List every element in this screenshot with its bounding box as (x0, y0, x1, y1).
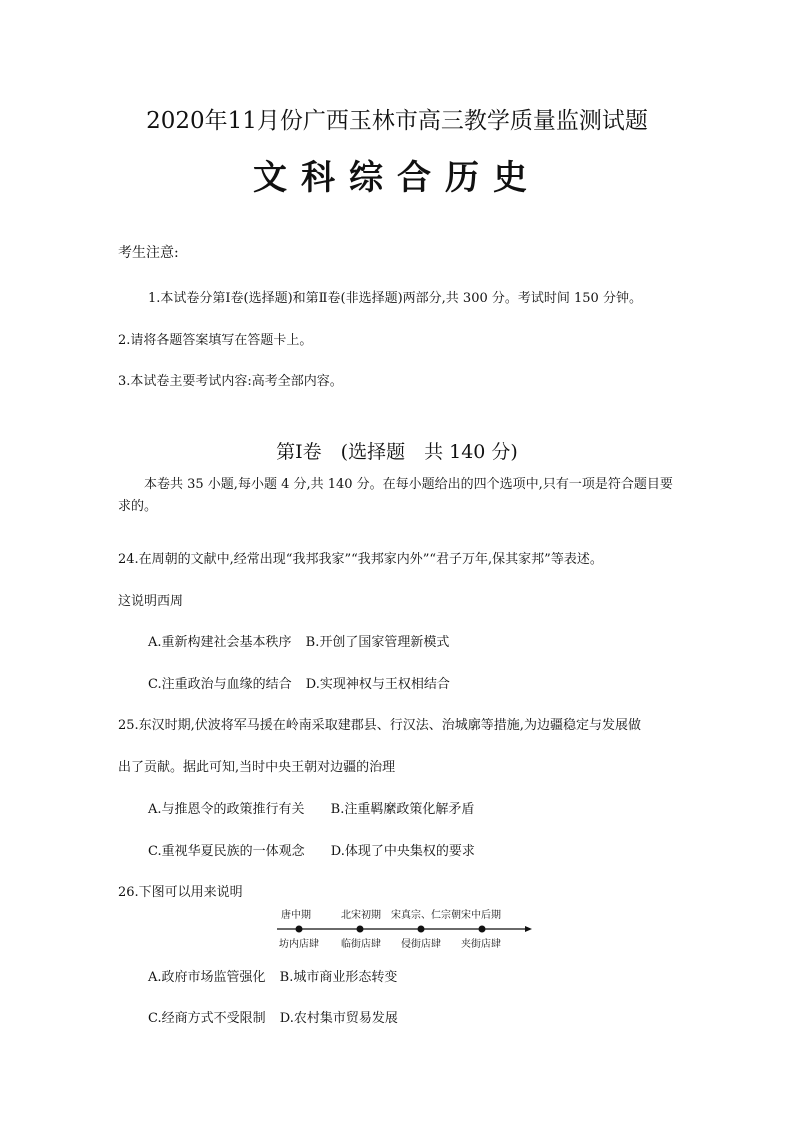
notice-item-2: 2.请将各题答案填写在答题卡上。 (118, 333, 313, 348)
question-24-stem-line2: 这说明西周 (118, 594, 184, 609)
question-25-options-row2 (148, 840, 475, 859)
notice-item-1: 1.本试卷分第Ⅰ卷(选择题)和第Ⅱ卷(非选择题)两部分,共 300 分。考试时间 150 分钟。 (148, 291, 642, 306)
question-24-option-b[interactable]: B.开创了国家管理新模式 (305, 635, 450, 650)
question-24-option-c[interactable]: C.注重政治与血缘的结合 (148, 677, 292, 692)
timeline-top-label-4: 宋中后期 (461, 910, 501, 921)
timeline-bottom-label-2: 临街店肆 (341, 939, 381, 950)
question-26-option-d[interactable]: D.农村集市贸易发展 (279, 1011, 398, 1026)
question-25-stem-line2: 出了贡献。据此可知,当时中央王朝对边疆的治理 (118, 760, 396, 775)
question-26-option-a[interactable]: A.政府市场监管强化 (148, 970, 266, 985)
question-26-options-row1 (148, 966, 397, 985)
timeline-bottom-label-1: 坊内店肆 (279, 939, 319, 950)
notice-item-3: 3.本试卷主要考试内容:高考全部内容。 (118, 374, 343, 389)
question-25-option-a[interactable]: A.与推恩令的政策推行有关 (148, 802, 305, 817)
exam-subtitle: 文科综合历史 (253, 158, 541, 198)
question-24-options-row1 (148, 631, 449, 650)
timeline-arrow-icon (525, 926, 532, 932)
question-25-options-row1 (148, 798, 474, 817)
section-intro: 本卷共 35 小题,每小题 4 分,共 140 分。在每小题给出的四个选项中,只有一项是符合题目要求的。 (118, 477, 673, 514)
question-26-option-c[interactable]: C.经商方式不受限制 (148, 1011, 266, 1026)
section-title: 第Ⅰ卷 (选择题 共 140 分) (276, 441, 518, 463)
question-25-option-b[interactable]: B.注重羁縻政策化解矛盾 (330, 802, 475, 817)
timeline-top-label-3: 宋真宗、仁宗朝 (391, 910, 461, 921)
question-24-stem-line1: 24.在周朝的文献中,经常出现“我邦我家”“我邦家内外”“君子万年,保其家邦”等表述。 (118, 552, 603, 567)
timeline-bottom-label-3: 侵街店肆 (401, 939, 441, 950)
timeline-point-2 (357, 926, 364, 933)
question-24-option-d[interactable]: D.实现神权与王权相结合 (305, 677, 450, 692)
question-24-option-a[interactable]: A.重新构建社会基本秩序 (148, 635, 292, 650)
question-26-stem: 26.下图可以用来说明 (118, 885, 243, 900)
timeline-top-label-2: 北宋初期 (341, 910, 381, 921)
question-26-options-row2 (148, 1007, 398, 1026)
timeline-top-label-1: 唐中期 (281, 910, 311, 921)
question-25-option-c[interactable]: C.重视华夏民族的一体观念 (148, 844, 305, 859)
question-25-option-d[interactable]: D.体现了中央集权的要求 (330, 844, 475, 859)
timeline-bottom-label-4: 夹街店肆 (461, 939, 501, 950)
question-26-option-b[interactable]: B.城市商业形态转变 (279, 970, 398, 985)
timeline-point-4 (479, 926, 486, 933)
timeline-point-3 (418, 926, 425, 933)
timeline-point-1 (296, 926, 303, 933)
question-24-options-row2 (148, 673, 450, 692)
exam-title: 2020年11月份广西玉林市高三教学质量监测试题 (146, 108, 648, 134)
notice-heading: 考生注意: (118, 245, 179, 261)
timeline-figure (275, 906, 535, 951)
question-25-stem-line1: 25.东汉时期,伏波将军马援在岭南采取建郡县、行汉法、治城廓等措施,为边疆稳定与发展做 (118, 718, 641, 733)
